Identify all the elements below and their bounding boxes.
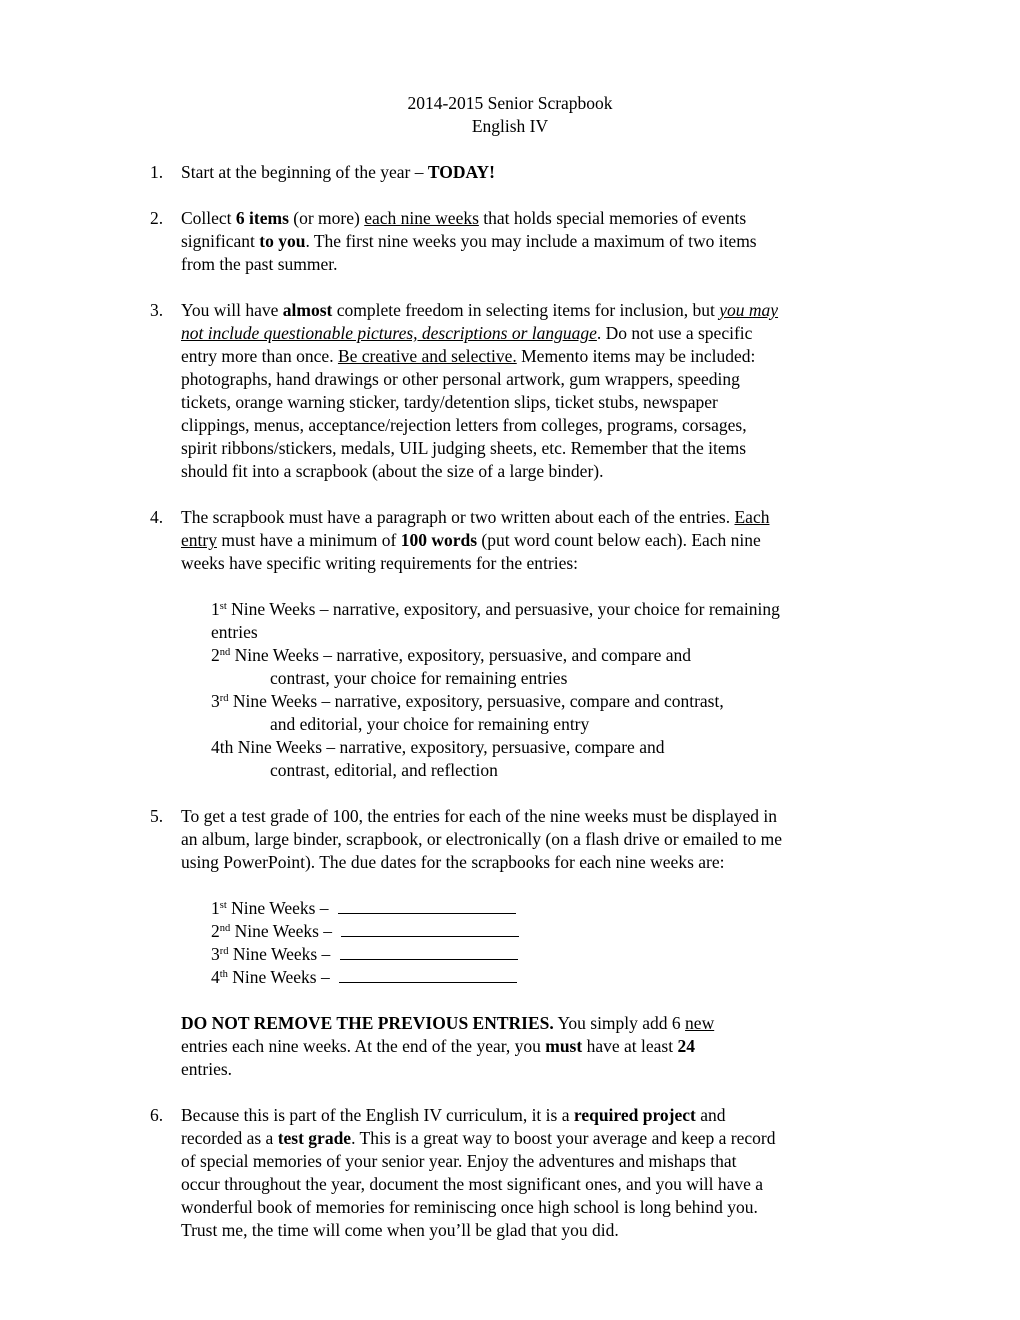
item-2-text: Collect 6 items (or more) each nine weeks that holds special memories of events significant to you. The first nine weeks you may include a maximum of two items from the past summer. (181, 208, 757, 274)
due-date-blank (341, 921, 519, 937)
notice-text: DO NOT REMOVE THE PREVIOUS ENTRIES. You simply add 6 new entries each nine weeks. At the end of the year, you must have at least 24 entries. (181, 1013, 715, 1079)
item-number: 6. (150, 1105, 164, 1125)
due-date-row: 2nd Nine Weeks – (211, 920, 891, 943)
item-1-text: Start at the beginning of the year – TODAY! (181, 162, 495, 182)
due-date-blank (338, 898, 516, 914)
item-3-text: You will have almost complete freedom in selecting items for inclusion, but you may not include questionable pictures, descriptions or language. Do not use a specific entry more than once. Be creative and selective. Memento items may be included: photographs, hand drawings or other personal artwork, gum wrappers, speeding tickets, orange warning sticker, tardy/detention slips, ticket stubs, newspaper clippings, menus, acceptance/rejection letters from colleges, programs, corsages, spirit ribbons/stickers, medals, UIL judging sheets, etc. Remember that the items should fit into a scrapbook (about the size of a large binder). (181, 300, 779, 481)
due-date-row: 4th Nine Weeks – (211, 966, 891, 989)
item-number: 4. (150, 507, 164, 527)
due-date-row: 3rd Nine Weeks – (211, 943, 891, 966)
writing-requirements: 1st Nine Weeks – narrative, expository, and persuasive, your choice for remaining entries 2nd Nine Weeks – narrative, expository, persuasive, and compare and contrast, your choice for remaining entries 3rd Nine Weeks – narrative, expository, persuasive, compare and contrast, and editorial, your choice for remaining entry 4th Nine Weeks – narrative, expository, persuasive, compare and contrast, editorial, and reflection (211, 598, 891, 782)
due-date-blank (339, 967, 517, 983)
document-subtitle: English IV (471, 116, 549, 136)
due-date-row: 1st Nine Weeks – (211, 897, 891, 920)
item-6-text: Because this is part of the English IV curriculum, it is a required project and recorded as a test grade. This is a great way to boost your average and keep a record of special memories of your senior year. Enjoy the adventures and mishaps that occur throughout the year, document the most significant ones, and you will have a wonderful book of memories for reminiscing once high school is long behind you. Trust me, the time will come when you’ll be glad that you did. (181, 1105, 776, 1240)
due-date-blank (340, 944, 518, 960)
item-number: 5. (150, 806, 164, 826)
requirement-4: 4th Nine Weeks – narrative, expository, persuasive, compare and (211, 737, 665, 757)
item-4-text: The scrapbook must have a paragraph or two written about each of the entries. Each entry must have a minimum of 100 words (put word count below each). Each nine weeks have specific writing requirements for the entries: (181, 507, 770, 573)
due-dates (211, 897, 891, 989)
requirement-2: 2nd Nine Weeks – narrative, expository, persuasive, and compare and (211, 645, 691, 665)
item-number: 2. (150, 208, 164, 228)
requirement-3: 3rd Nine Weeks – narrative, expository, persuasive, compare and contrast, (211, 691, 724, 711)
item-number: 3. (150, 300, 164, 320)
item-number: 1. (150, 162, 164, 182)
document-title: 2014-2015 Senior Scrapbook (407, 93, 613, 113)
requirement-1: 1st Nine Weeks – narrative, expository, and persuasive, your choice for remaining (211, 599, 780, 619)
item-5-text: To get a test grade of 100, the entries for each of the nine weeks must be displayed in an album, large binder, scrapbook, or electronically (on a flash drive or emailed to me using PowerPoint). The due dates for the scrapbooks for each nine weeks are: (181, 806, 783, 872)
